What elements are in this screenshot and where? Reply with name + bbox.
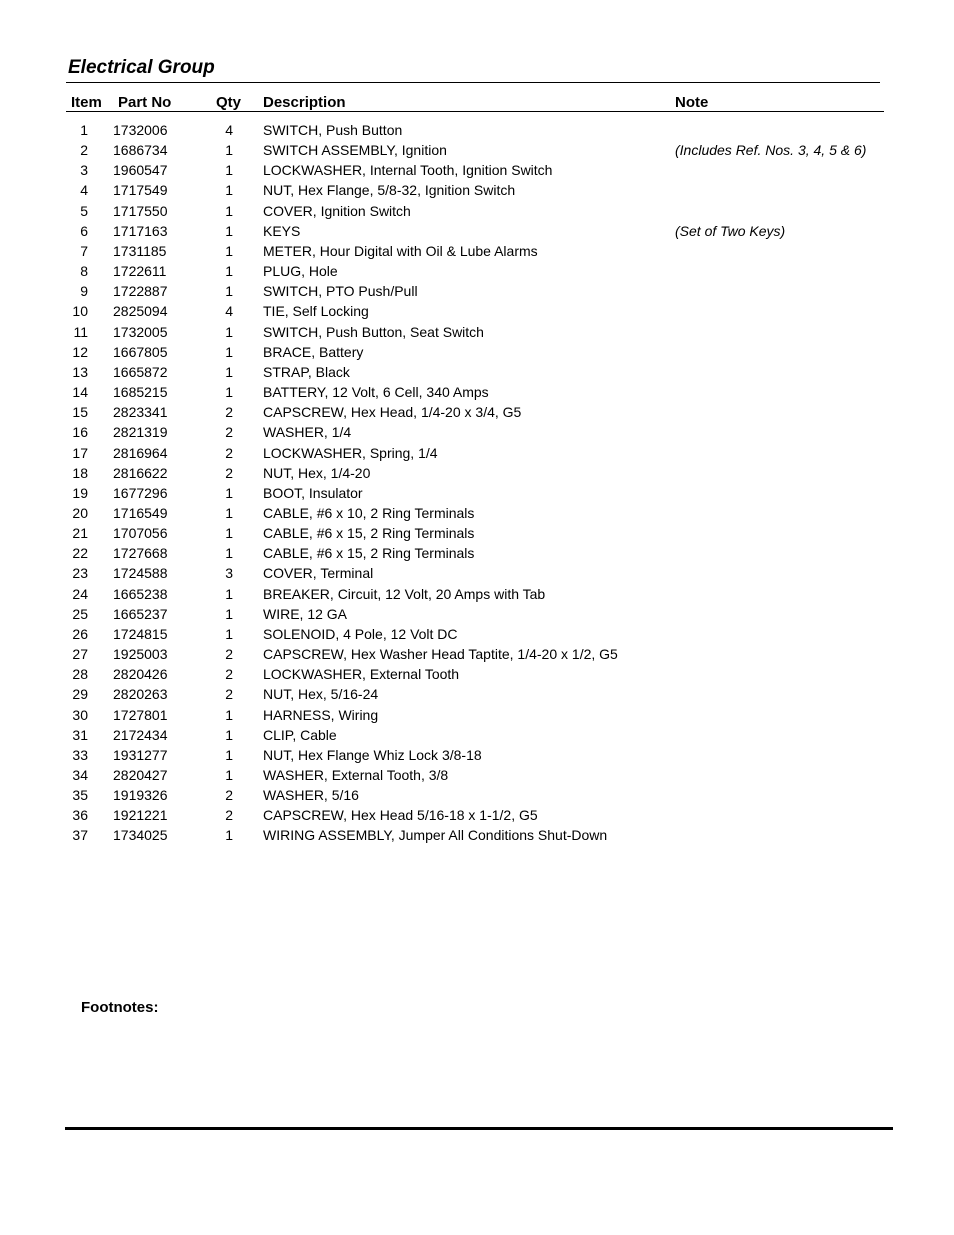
- row-item: 22: [72, 545, 88, 562]
- table-row: [0, 180, 954, 200]
- table-row: [0, 684, 954, 704]
- row-item: 5: [80, 202, 88, 219]
- table-row: [0, 664, 954, 684]
- row-item: 2: [80, 142, 88, 159]
- row-qty: 1: [225, 504, 233, 521]
- row-description: METER, Hour Digital with Oil & Lube Alarms: [263, 242, 538, 259]
- row-description: SWITCH, Push Button: [263, 122, 403, 138]
- row-description: CAPSCREW, Hex Washer Head Taptite, 1/4-20 x 1/2, G5: [263, 646, 618, 663]
- table-row: [0, 825, 954, 845]
- header-description: Description: [263, 94, 346, 111]
- row-item: 6: [80, 222, 88, 239]
- row-qty: 2: [225, 404, 233, 421]
- title-divider: [66, 82, 880, 83]
- row-description: CAPSCREW, Hex Head 5/16-18 x 1-1/2, G5: [263, 807, 538, 824]
- row-item: 3: [80, 162, 88, 179]
- row-qty: 1: [225, 585, 233, 602]
- row-part-no: 1685215: [113, 384, 168, 401]
- table-row: [0, 765, 954, 785]
- table-row: [0, 785, 954, 805]
- row-qty: 2: [225, 686, 233, 703]
- row-qty: 4: [225, 122, 233, 138]
- row-qty: 1: [225, 283, 233, 300]
- table-row: [0, 160, 954, 180]
- row-description: KEYS: [263, 222, 301, 239]
- row-item: 4: [80, 182, 88, 199]
- row-part-no: 1732005: [113, 323, 168, 340]
- row-item: 11: [73, 323, 88, 340]
- row-qty: 1: [225, 625, 233, 642]
- header-qty: Qty: [216, 94, 242, 111]
- row-item: 31: [72, 726, 88, 743]
- row-description: BOOT, Insulator: [263, 484, 363, 501]
- row-description: TIE, Self Locking: [263, 303, 369, 320]
- header-item: Item: [71, 94, 102, 111]
- table-row: [0, 563, 954, 583]
- row-note: (Includes Ref. Nos. 3, 4, 5 & 6): [675, 142, 867, 159]
- row-item: 9: [80, 283, 88, 300]
- row-part-no: 1931277: [113, 746, 168, 763]
- row-description: WASHER, External Tooth, 3/8: [263, 767, 449, 783]
- row-description: CAPSCREW, Hex Head, 1/4-20 x 3/4, G5: [263, 404, 522, 421]
- row-qty: 2: [225, 646, 233, 663]
- table-row: [0, 584, 954, 604]
- row-item: 36: [72, 807, 88, 824]
- table-row: [0, 342, 954, 362]
- row-item: 21: [72, 525, 88, 542]
- row-part-no: 1707056: [113, 525, 168, 542]
- row-qty: 1: [225, 182, 233, 199]
- row-qty: 1: [225, 323, 233, 340]
- row-description: LOCKWASHER, Spring, 1/4: [263, 444, 438, 461]
- footnotes-label: Footnotes:: [81, 999, 159, 1016]
- row-qty: 1: [225, 384, 233, 401]
- row-qty: 1: [225, 142, 233, 159]
- header-divider: [66, 111, 884, 112]
- row-item: 30: [72, 706, 88, 723]
- table-row: [0, 402, 954, 422]
- table-row: [0, 543, 954, 563]
- row-description: NUT, Hex Flange, 5/8-32, Ignition Switch: [263, 182, 516, 199]
- row-item: 20: [72, 504, 88, 521]
- table-row: [0, 221, 954, 241]
- row-part-no: 1921221: [113, 807, 168, 824]
- row-item: 37: [72, 827, 88, 844]
- row-note: (Set of Two Keys): [675, 222, 786, 239]
- row-item: 14: [72, 384, 88, 401]
- row-item: 15: [72, 404, 88, 421]
- table-row: [0, 705, 954, 725]
- row-qty: 2: [225, 666, 233, 683]
- row-qty: 1: [225, 363, 233, 380]
- row-part-no: 2172434: [113, 726, 168, 743]
- row-part-no: 2820427: [113, 767, 168, 783]
- row-qty: 1: [225, 263, 233, 280]
- row-part-no: 1716549: [113, 504, 168, 521]
- row-qty: 2: [225, 787, 233, 804]
- table-row: [0, 301, 954, 321]
- table-row: [0, 644, 954, 664]
- row-part-no: 1722887: [113, 283, 168, 300]
- row-part-no: 2821319: [113, 424, 168, 441]
- row-description: BATTERY, 12 Volt, 6 Cell, 340 Amps: [263, 384, 489, 401]
- row-part-no: 1727668: [113, 545, 168, 562]
- table-row: [0, 382, 954, 402]
- row-part-no: 1925003: [113, 646, 168, 663]
- table-header: [0, 94, 954, 112]
- row-item: 34: [72, 767, 88, 783]
- row-part-no: 2820426: [113, 666, 168, 683]
- row-qty: 2: [225, 424, 233, 441]
- row-part-no: 1724588: [113, 565, 168, 582]
- row-qty: 2: [225, 464, 233, 481]
- row-description: COVER, Ignition Switch: [263, 202, 411, 219]
- row-description: WASHER, 1/4: [263, 424, 352, 441]
- row-description: SWITCH, Push Button, Seat Switch: [263, 323, 484, 340]
- table-row: [0, 604, 954, 624]
- row-item: 26: [72, 625, 88, 642]
- row-part-no: 1665872: [113, 363, 168, 380]
- row-item: 35: [72, 787, 88, 804]
- row-qty: 1: [225, 222, 233, 239]
- table-row: [0, 281, 954, 301]
- row-part-no: 1960547: [113, 162, 168, 179]
- row-qty: 1: [225, 605, 233, 622]
- row-part-no: 1724815: [113, 625, 168, 642]
- row-qty: 1: [225, 525, 233, 542]
- row-description: HARNESS, Wiring: [263, 706, 379, 723]
- row-item: 29: [72, 686, 88, 703]
- row-item: 28: [72, 666, 88, 683]
- table-row: [0, 523, 954, 543]
- header-part-no: Part No: [118, 94, 172, 111]
- row-qty: 1: [225, 242, 233, 259]
- table-row: [0, 725, 954, 745]
- header-note: Note: [675, 94, 709, 111]
- table-row: [0, 322, 954, 342]
- row-qty: 3: [225, 565, 233, 582]
- row-qty: 1: [225, 726, 233, 743]
- row-item: 12: [72, 343, 88, 360]
- row-description: STRAP, Black: [263, 363, 350, 380]
- page-title: Electrical Group: [68, 57, 215, 78]
- table-row: [0, 805, 954, 825]
- row-description: SWITCH ASSEMBLY, Ignition: [263, 142, 447, 159]
- row-description: CABLE, #6 x 15, 2 Ring Terminals: [263, 545, 475, 562]
- row-part-no: 1717163: [113, 222, 168, 239]
- row-item: 16: [72, 424, 88, 441]
- row-qty: 1: [225, 827, 233, 844]
- row-part-no: 2816622: [113, 464, 168, 481]
- row-part-no: 1732006: [113, 122, 168, 138]
- table-row: [0, 120, 954, 140]
- row-qty: 1: [225, 767, 233, 783]
- row-qty: 1: [225, 162, 233, 179]
- row-item: 1: [80, 122, 88, 138]
- table-row: [0, 241, 954, 261]
- row-qty: 1: [225, 746, 233, 763]
- row-part-no: 1919326: [113, 787, 168, 804]
- row-part-no: 2816964: [113, 444, 168, 461]
- row-item: 27: [72, 646, 88, 663]
- row-item: 8: [80, 263, 88, 280]
- table-row: [0, 463, 954, 483]
- table-row: [0, 624, 954, 644]
- row-description: BRACE, Battery: [263, 343, 364, 360]
- row-description: NUT, Hex, 1/4-20: [263, 464, 371, 481]
- row-description: LOCKWASHER, Internal Tooth, Ignition Switch: [263, 162, 553, 179]
- row-description: WASHER, 5/16: [263, 787, 359, 804]
- row-part-no: 1665238: [113, 585, 168, 602]
- row-part-no: 1727801: [113, 706, 168, 723]
- row-part-no: 1731185: [113, 242, 167, 259]
- row-qty: 1: [225, 343, 233, 360]
- row-item: 19: [72, 484, 88, 501]
- row-part-no: 1677296: [113, 484, 168, 501]
- row-qty: 2: [225, 807, 233, 824]
- row-description: WIRE, 12 GA: [263, 605, 348, 622]
- row-part-no: 2820263: [113, 686, 168, 703]
- row-item: 23: [72, 565, 88, 582]
- row-description: COVER, Terminal: [263, 565, 374, 582]
- table-row: [0, 422, 954, 442]
- table-row: [0, 483, 954, 503]
- table-row: [0, 745, 954, 765]
- row-part-no: 1722611: [113, 263, 167, 280]
- row-item: 24: [72, 585, 88, 602]
- row-item: 13: [72, 363, 88, 380]
- row-item: 25: [72, 605, 88, 622]
- table-row: [0, 261, 954, 281]
- row-description: WIRING ASSEMBLY, Jumper All Conditions Shut-Down: [263, 827, 608, 844]
- table-row: [0, 362, 954, 382]
- parts-table-body: [0, 120, 954, 846]
- table-row: [0, 503, 954, 523]
- row-part-no: 1686734: [113, 142, 168, 159]
- row-description: NUT, Hex, 5/16-24: [263, 686, 379, 703]
- row-description: CABLE, #6 x 10, 2 Ring Terminals: [263, 504, 475, 521]
- row-part-no: 1717549: [113, 182, 168, 199]
- row-description: SWITCH, PTO Push/Pull: [263, 283, 418, 300]
- row-qty: 1: [225, 202, 233, 219]
- row-part-no: 1717550: [113, 202, 168, 219]
- row-description: CABLE, #6 x 15, 2 Ring Terminals: [263, 525, 475, 542]
- row-description: BREAKER, Circuit, 12 Volt, 20 Amps with Tab: [263, 585, 546, 602]
- row-description: CLIP, Cable: [263, 726, 337, 743]
- row-description: NUT, Hex Flange Whiz Lock 3/8-18: [263, 746, 482, 763]
- row-qty: 1: [225, 484, 233, 501]
- row-qty: 1: [225, 706, 233, 723]
- row-part-no: 1734025: [113, 827, 168, 844]
- row-part-no: 1665237: [113, 605, 168, 622]
- row-description: LOCKWASHER, External Tooth: [263, 666, 460, 683]
- table-row: [0, 443, 954, 463]
- row-item: 33: [72, 746, 88, 763]
- bottom-divider: [65, 1127, 893, 1130]
- row-item: 18: [72, 464, 88, 481]
- row-qty: 2: [225, 444, 233, 461]
- row-qty: 1: [225, 545, 233, 562]
- row-part-no: 1667805: [113, 343, 168, 360]
- row-qty: 4: [225, 303, 233, 320]
- row-part-no: 2825094: [113, 303, 168, 320]
- row-description: SOLENOID, 4 Pole, 12 Volt DC: [263, 625, 458, 642]
- row-item: 7: [80, 242, 88, 259]
- table-row: [0, 140, 954, 160]
- row-item: 10: [72, 303, 88, 320]
- row-description: PLUG, Hole: [263, 263, 338, 280]
- row-item: 17: [72, 444, 88, 461]
- table-row: [0, 201, 954, 221]
- row-part-no: 2823341: [113, 404, 168, 421]
